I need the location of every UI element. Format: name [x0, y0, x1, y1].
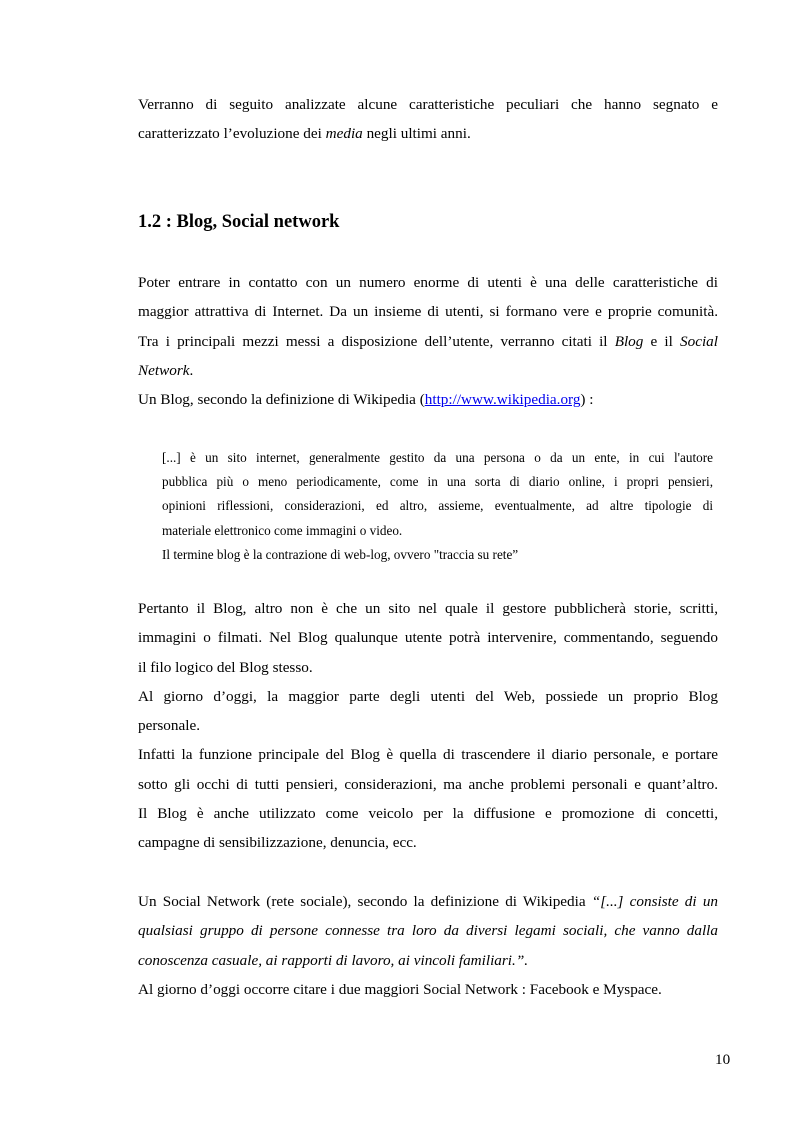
- quote-line-3: opinioni riflessioni, considerazioni, ed altro, assieme, eventualmente, ad altre tipologie di: [162, 498, 713, 514]
- para2-line-3: il filo logico del Blog stesso.: [138, 658, 313, 676]
- para1-line-1: Poter entrare in contatto con un numero enorme di utenti è una delle caratteristiche di: [138, 274, 718, 291]
- intro-line-2: caratterizzato l’evoluzione dei media negli ultimi anni.: [138, 125, 471, 143]
- para2-line-1: Pertanto il Blog, altro non è che un sito nel quale il gestore pubblicherà storie, scritti,: [138, 600, 718, 617]
- intro-line-1: Verranno di seguito analizzate alcune caratteristiche peculiari che hanno segnato e: [138, 96, 718, 113]
- para2-line-6: Infatti la funzione principale del Blog è quella di trascendere il diario personale, e portare: [138, 746, 718, 764]
- media-emphasis: media: [325, 125, 363, 143]
- para3-line-4: Al giorno d’oggi occorre citare i due maggiori Social Network : Facebook e Myspace.: [138, 980, 662, 998]
- blog-description-paragraph: [138, 594, 718, 858]
- para3-line-3: conoscenza casuale, ai rapporti di lavoro, ai vincoli familiari.”.: [138, 951, 529, 969]
- para1-line-4: Network.: [138, 361, 194, 379]
- blog-definition-quote: [162, 446, 713, 567]
- wikipedia-link[interactable]: http://www.wikipedia.org: [424, 391, 581, 409]
- section-heading: 1.2 : Blog, Social network: [138, 212, 340, 232]
- para2-line-4: Al giorno d’oggi, la maggior parte degli utenti del Web, possiede un proprio Blog: [138, 687, 718, 705]
- para2-line-2: immagini o filmati. Nel Blog qualunque utente potrà intervenire, commentando, seguendo: [138, 629, 718, 647]
- para2-line-5: personale.: [138, 717, 200, 735]
- para2-line-7: sotto gli occhi di tutti pensieri, considerazioni, ma anche problemi personali e quant’altro.: [138, 775, 718, 793]
- quote-line-5: Il termine blog è la contrazione di web-log, ovvero "traccia su rete”: [162, 546, 519, 562]
- quote-line-2: pubblica più o meno periodicamente, come in una sorta di diario online, i propri pensieri,: [162, 474, 713, 490]
- para1-line-3: Tra i principali mezzi messi a disposizione dell’utente, verranno citati il Blog e il Social: [138, 332, 718, 350]
- quote-line-4: materiale elettronico come immagini o video.: [162, 522, 403, 538]
- para2-line-8: Il Blog è anche utilizzato come veicolo per la diffusione e promozione di concetti,: [138, 805, 718, 823]
- blog-intro-paragraph: [138, 268, 718, 414]
- quote-line-1: [...] è un sito internet, generalmente gestito da una persona o da un ente, in cui l'autore: [162, 450, 713, 465]
- para1-line-2: maggior attrattiva di Internet. Da un insieme di utenti, si formano vere e proprie comunità.: [138, 303, 718, 321]
- para3-line-1: Un Social Network (rete sociale), secondo la definizione di Wikipedia “[...] consiste di un: [138, 893, 719, 910]
- para3-line-2: qualsiasi gruppo di persone connesse tra loro da diversi legami sociali, che vanno dalla: [138, 922, 718, 940]
- page-number: 10: [715, 1051, 731, 1068]
- para2-line-9: campagne di sensibilizzazione, denuncia, ecc.: [138, 834, 417, 852]
- social-network-paragraph: [138, 887, 718, 1004]
- intro-paragraph: [138, 90, 718, 149]
- para1-line-5: Un Blog, secondo la definizione di Wikipedia (http://www.wikipedia.org) :: [138, 391, 594, 409]
